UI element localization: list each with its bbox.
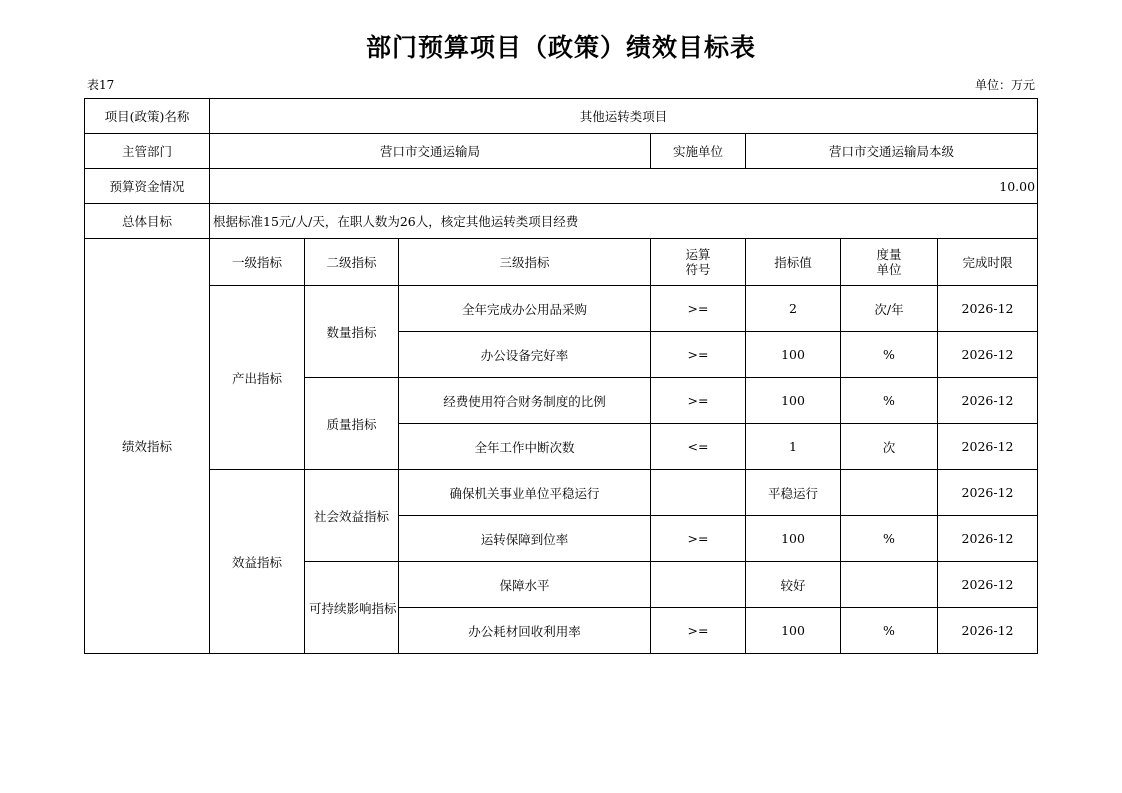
- indicator-deadline: 2026-12: [938, 424, 1038, 470]
- indicator-deadline: 2026-12: [938, 332, 1038, 378]
- indicator-name: 保障水平: [399, 562, 651, 608]
- perf-header-row: [85, 239, 1038, 286]
- indicator-value: 2: [746, 286, 841, 332]
- budget-label: 预算资金情况: [85, 169, 210, 204]
- indicator-unit: 次: [841, 424, 938, 470]
- indicator-name: 确保机关事业单位平稳运行: [399, 470, 651, 516]
- goal-row: [85, 204, 1038, 239]
- indicator-unit: [841, 562, 938, 608]
- group-social: 社会效益指标: [305, 470, 399, 562]
- indicator-operator: >=: [651, 516, 746, 562]
- indicator-unit: 次/年: [841, 286, 938, 332]
- indicator-value: 100: [746, 516, 841, 562]
- indicator-operator: >=: [651, 286, 746, 332]
- impl-label: 实施单位: [651, 134, 746, 169]
- indicator-unit: %: [841, 516, 938, 562]
- header-operator: 运算 符号: [651, 239, 746, 286]
- indicator-value: 100: [746, 378, 841, 424]
- header-value: 指标值: [746, 239, 841, 286]
- header-level3: 三级指标: [399, 239, 651, 286]
- indicator-unit: %: [841, 608, 938, 654]
- table-number: 表17: [87, 78, 115, 92]
- project-name-row: [85, 99, 1038, 134]
- table-row: [85, 286, 1038, 332]
- group-benefit: 效益指标: [210, 470, 305, 654]
- indicator-deadline: 2026-12: [938, 378, 1038, 424]
- indicator-deadline: 2026-12: [938, 562, 1038, 608]
- header-level1: 一级指标: [210, 239, 305, 286]
- goal-value: 根据标准15元/人/天，在职人数为26人，核定其他运转类项目经费: [210, 204, 1038, 239]
- indicator-name: 运转保障到位率: [399, 516, 651, 562]
- group-quantity: 数量指标: [305, 286, 399, 378]
- perf-section-label: 绩效指标: [85, 239, 210, 654]
- indicator-deadline: 2026-12: [938, 286, 1038, 332]
- budget-value: 10.00: [210, 169, 1038, 204]
- indicator-deadline: 2026-12: [938, 608, 1038, 654]
- header-deadline: 完成时限: [938, 239, 1038, 286]
- goal-label: 总体目标: [85, 204, 210, 239]
- project-name-value: 其他运转类项目: [210, 99, 1038, 134]
- indicator-operator: [651, 470, 746, 516]
- page-title: 部门预算项目（政策）绩效目标表: [365, 33, 756, 62]
- indicator-name: 经费使用符合财务制度的比例: [399, 378, 651, 424]
- indicator-name: 全年工作中断次数: [399, 424, 651, 470]
- indicator-operator: >=: [651, 332, 746, 378]
- indicator-unit: %: [841, 332, 938, 378]
- dept-label: 主管部门: [85, 134, 210, 169]
- header-level2: 二级指标: [305, 239, 399, 286]
- indicator-name: 办公耗材回收利用率: [399, 608, 651, 654]
- department-row: [85, 134, 1038, 169]
- indicator-name: 办公设备完好率: [399, 332, 651, 378]
- indicator-operator: >=: [651, 608, 746, 654]
- indicator-unit: %: [841, 378, 938, 424]
- indicator-name: 全年完成办公用品采购: [399, 286, 651, 332]
- indicator-value: 100: [746, 332, 841, 378]
- indicator-value: 100: [746, 608, 841, 654]
- indicator-operator: >=: [651, 378, 746, 424]
- table-row: [85, 470, 1038, 516]
- project-name-label: 项目(政策)名称: [85, 99, 210, 134]
- indicator-deadline: 2026-12: [938, 470, 1038, 516]
- group-output: 产出指标: [210, 286, 305, 470]
- indicator-value: 平稳运行: [746, 470, 841, 516]
- indicator-deadline: 2026-12: [938, 516, 1038, 562]
- performance-table: [84, 98, 1038, 654]
- group-quality: 质量指标: [305, 378, 399, 470]
- indicator-operator: <=: [651, 424, 746, 470]
- unit-label: 单位：万元: [974, 78, 1035, 92]
- group-sustain: 可持续影响指标: [305, 562, 399, 654]
- budget-row: [85, 169, 1038, 204]
- indicator-operator: [651, 562, 746, 608]
- header-unit: 度量 单位: [841, 239, 938, 286]
- indicator-unit: [841, 470, 938, 516]
- indicator-value: 较好: [746, 562, 841, 608]
- indicator-value: 1: [746, 424, 841, 470]
- impl-value: 营口市交通运输局本级: [746, 134, 1038, 169]
- dept-value: 营口市交通运输局: [210, 134, 651, 169]
